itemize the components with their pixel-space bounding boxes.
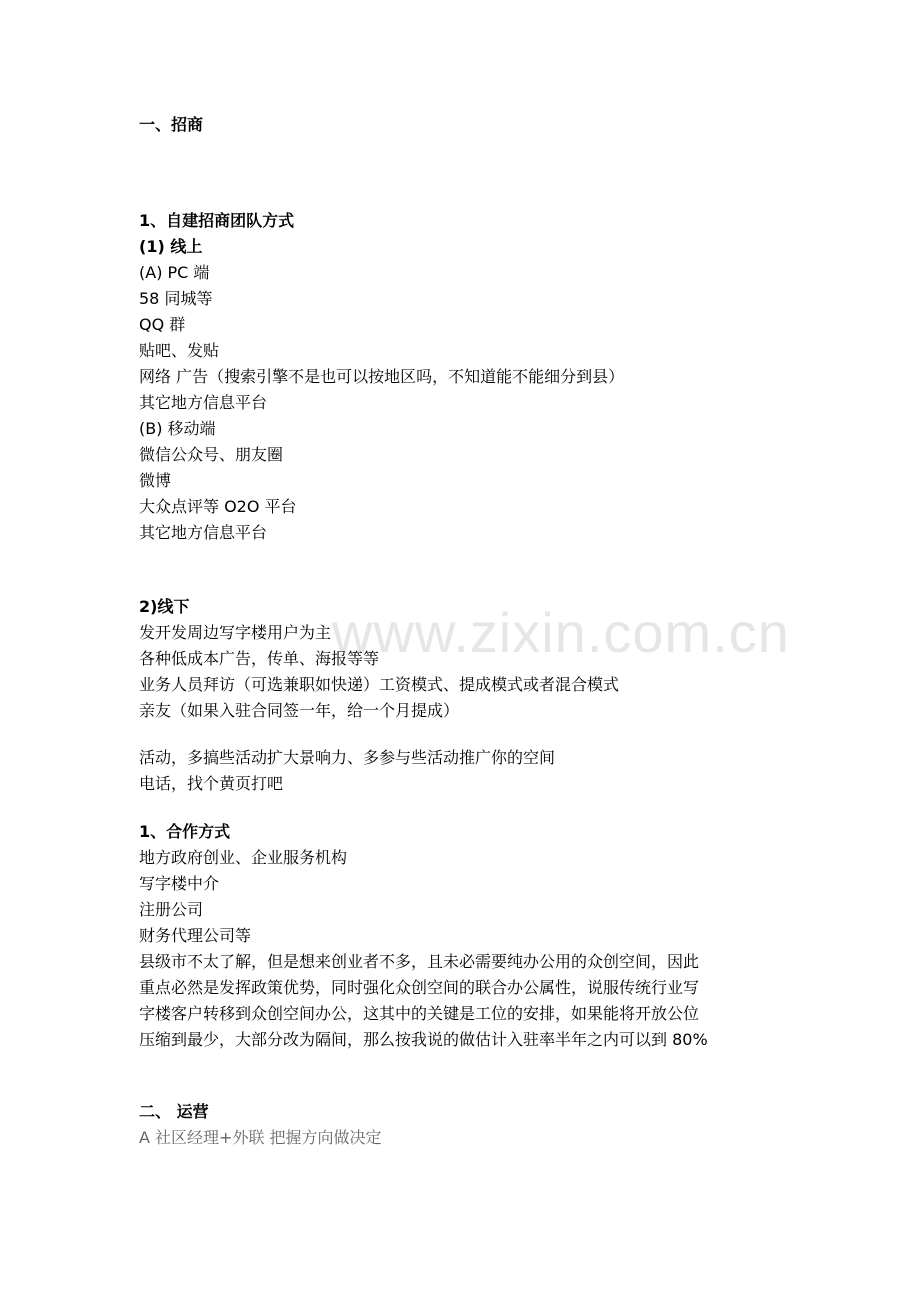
offline-item: 亲友（如果入驻合同签一年，给一个月提成）	[139, 701, 460, 720]
mobile-item: 微信公众号、朋友圈	[139, 445, 284, 464]
pc-item: 网络 广告（搜索引擎不是也可以按地区吗，不知道能不能细分到县）	[139, 367, 625, 386]
pc-item: QQ 群	[139, 315, 186, 334]
paragraph-line: 重点必然是发挥政策优势，同时强化众创空间的联合办公属性，说服传统行业写	[139, 978, 700, 997]
section-title-operations: 二、 运营	[139, 1102, 209, 1121]
activity-item: 活动，多搞些活动扩大景响力、多参与些活动推广你的空间	[139, 748, 556, 767]
paragraph-line: 压缩到最少，大部分改为隔间，那么按我说的做估计入驻率半年之内可以到 80%	[139, 1030, 708, 1049]
offline-item: 业务人员拜访（可选兼职如快递）工资模式、提成模式或者混合模式	[139, 675, 620, 694]
cooperation-item: 地方政府创业、企业服务机构	[139, 848, 348, 867]
mobile-title: (B) 移动端	[139, 419, 216, 438]
paragraph-line: 字楼客户转移到众创空间办公，这其中的关键是工位的安排，如果能将开放公位	[139, 1004, 700, 1023]
pc-title: (A) PC 端	[139, 263, 210, 282]
cooperation-title: 1、合作方式	[139, 822, 231, 841]
pc-item: 58 同城等	[139, 289, 213, 308]
mobile-item: 大众点评等 O2O 平台	[139, 497, 297, 516]
pc-item: 贴吧、发贴	[139, 341, 220, 360]
watermark: www.zixin.com.cn	[332, 601, 790, 664]
paragraph-line: 县级市不太了解，但是想来创业者不多，且未必需要纯办公用的众创空间，因此	[139, 952, 700, 971]
offline-item: 发开发周边写字楼用户为主	[139, 623, 332, 642]
mobile-item: 微博	[139, 471, 172, 490]
cooperation-item: 写字楼中介	[139, 874, 220, 893]
pc-item: 其它地方信息平台	[139, 393, 268, 412]
subsection-title-self-team: 1、自建招商团队方式	[139, 211, 295, 230]
offline-title: 2)线下	[139, 597, 190, 616]
section-title-recruitment: 一、招商	[139, 115, 204, 134]
online-title: (1) 线上	[139, 237, 203, 256]
cooperation-item: 注册公司	[139, 900, 204, 919]
activity-item: 电话，找个黄页打吧	[139, 774, 284, 793]
mobile-item: 其它地方信息平台	[139, 523, 268, 542]
operations-item: A 社区经理+外联 把握方向做决定	[139, 1128, 382, 1147]
offline-item: 各种低成本广告，传单、海报等等	[139, 649, 380, 668]
cooperation-item: 财务代理公司等	[139, 926, 252, 945]
